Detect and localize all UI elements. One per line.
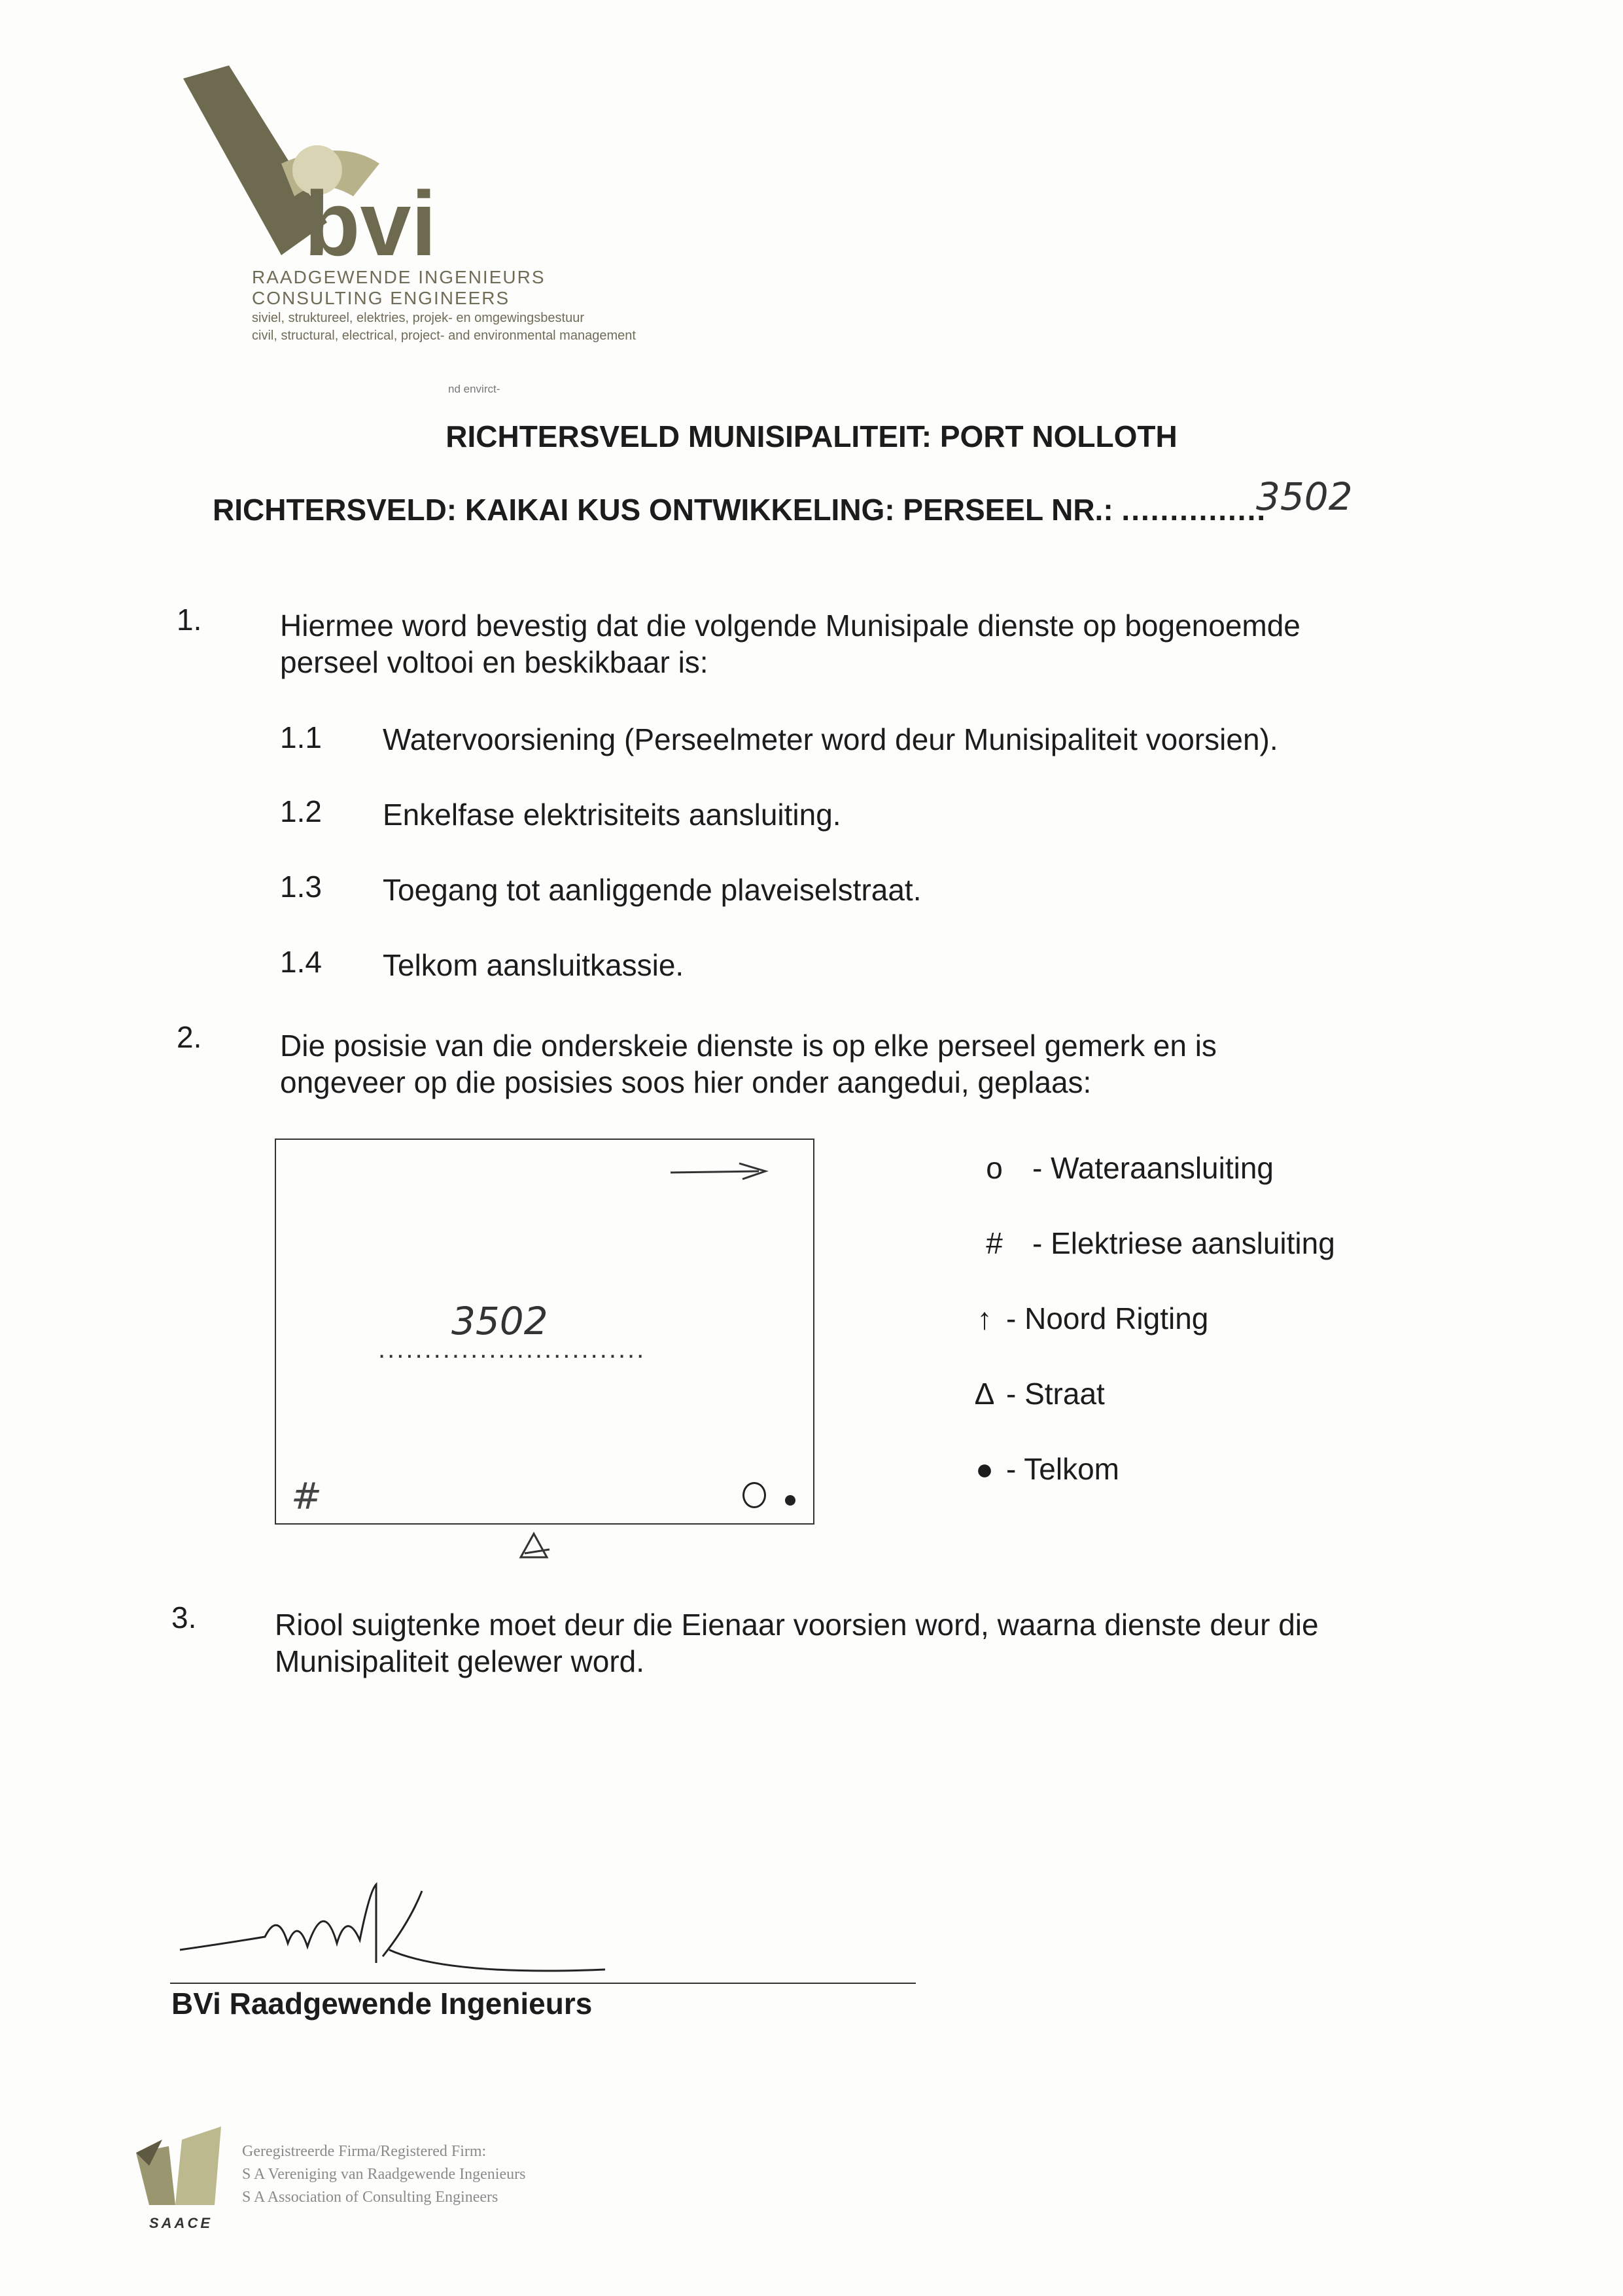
diagram-plot-number: 3502 bbox=[451, 1299, 548, 1343]
legend-telkom-text: - Telkom bbox=[1006, 1452, 1119, 1486]
diagram-dots: ............................. bbox=[378, 1335, 646, 1364]
item-3-line-1: Riool suigtenke moet deur die Eienaar voorsien word, waarna dienste deur die bbox=[275, 1608, 1319, 1642]
legend-street-text: - Straat bbox=[1006, 1377, 1105, 1411]
item-1-line-2: perseel voltooi en beskikbaar is: bbox=[280, 645, 708, 679]
footer-line-1: Geregistreerde Firma/Registered Firm: bbox=[242, 2143, 487, 2160]
firm-name-afrikaans: RAADGEWENDE INGENIEURS bbox=[252, 267, 546, 287]
item-3-line-2: Munisipaliteit gelewer word. bbox=[275, 1644, 645, 1678]
stray-text: nd envirct- bbox=[448, 383, 500, 395]
electrical-connection-mark: # bbox=[291, 1475, 322, 1518]
firm-services-afrikaans: siviel, struktureel, elektries, projek- en omgewingsbestuur bbox=[252, 311, 584, 325]
plot-heading-dots: ............... bbox=[1121, 493, 1267, 527]
subitem-text: Enkelfase elektrisiteits aansluiting. bbox=[383, 798, 841, 832]
item-3-text bbox=[275, 1606, 1319, 1680]
bvi-logo bbox=[183, 65, 484, 281]
item-2-line-2: ongeveer op die posisies soos hier onder aangedui, geplaas: bbox=[280, 1065, 1092, 1099]
signature bbox=[173, 1871, 644, 1989]
item-2-text bbox=[280, 1027, 1217, 1101]
firm-services-english: civil, structural, electrical, project- and environmental management bbox=[252, 328, 636, 343]
subitem-text: Watervoorsiening (Perseelmeter word deur Munisipaliteit voorsien). bbox=[383, 722, 1278, 756]
saace-label: SAACE bbox=[149, 2215, 213, 2231]
item-2-line-1: Die posisie van die onderskeie dienste is op elke perseel gemerk en is bbox=[280, 1029, 1217, 1063]
subitem-number: 1.3 bbox=[280, 870, 322, 904]
subitem-number: 1.4 bbox=[280, 945, 322, 979]
plot-heading bbox=[213, 492, 1266, 527]
telkom-connection-icon bbox=[785, 1495, 795, 1506]
plot-heading-label: RICHTERSVELD: KAIKAI KUS ONTWIKKELING: PERSEEL NR.: bbox=[213, 493, 1113, 527]
legend-electrical-symbol: # bbox=[986, 1226, 1003, 1260]
subitem-number: 1.1 bbox=[280, 720, 322, 754]
item-1-text bbox=[280, 607, 1300, 680]
item-1-line-1: Hiermee word bevestig dat die volgende Munisipale dienste op bogenoemde bbox=[280, 609, 1300, 643]
legend-telkom-symbol: ● bbox=[975, 1452, 994, 1486]
legend-electrical-text: - Elektriese aansluiting bbox=[1032, 1226, 1335, 1260]
item-2-number: 2. bbox=[177, 1020, 202, 1054]
north-arrow-icon bbox=[667, 1158, 772, 1184]
saace-logo bbox=[136, 2127, 228, 2225]
water-connection-icon bbox=[742, 1482, 766, 1508]
subitem-number: 1.2 bbox=[280, 794, 322, 828]
footer-line-2: S A Vereniging van Raadgewende Ingenieurs bbox=[242, 2166, 526, 2183]
signatory-name: BVi Raadgewende Ingenieurs bbox=[171, 1987, 593, 2021]
item-3-number: 3. bbox=[171, 1600, 197, 1634]
legend-water-symbol: o bbox=[986, 1151, 1003, 1185]
document-heading: RICHTERSVELD MUNISIPALITEIT: PORT NOLLOTH bbox=[445, 419, 1178, 453]
legend-north-symbol: ↑ bbox=[977, 1301, 992, 1335]
street-triangle-icon bbox=[515, 1530, 555, 1563]
signature-line bbox=[170, 1983, 916, 1984]
firm-name-english: CONSULTING ENGINEERS bbox=[252, 288, 510, 308]
subitem-text: Telkom aansluitkassie. bbox=[383, 948, 684, 982]
legend-street-symbol: Δ bbox=[974, 1377, 995, 1411]
handwritten-plot-number: 3502 bbox=[1256, 474, 1353, 519]
svg-text:bvi: bvi bbox=[304, 172, 437, 275]
footer-line-3: S A Association of Consulting Engineers bbox=[242, 2189, 498, 2206]
item-1-number: 1. bbox=[177, 603, 202, 637]
legend-water-text: - Wateraansluiting bbox=[1032, 1151, 1274, 1185]
subitem-text: Toegang tot aanliggende plaveiselstraat. bbox=[383, 873, 922, 907]
legend-north-text: - Noord Rigting bbox=[1006, 1301, 1209, 1335]
